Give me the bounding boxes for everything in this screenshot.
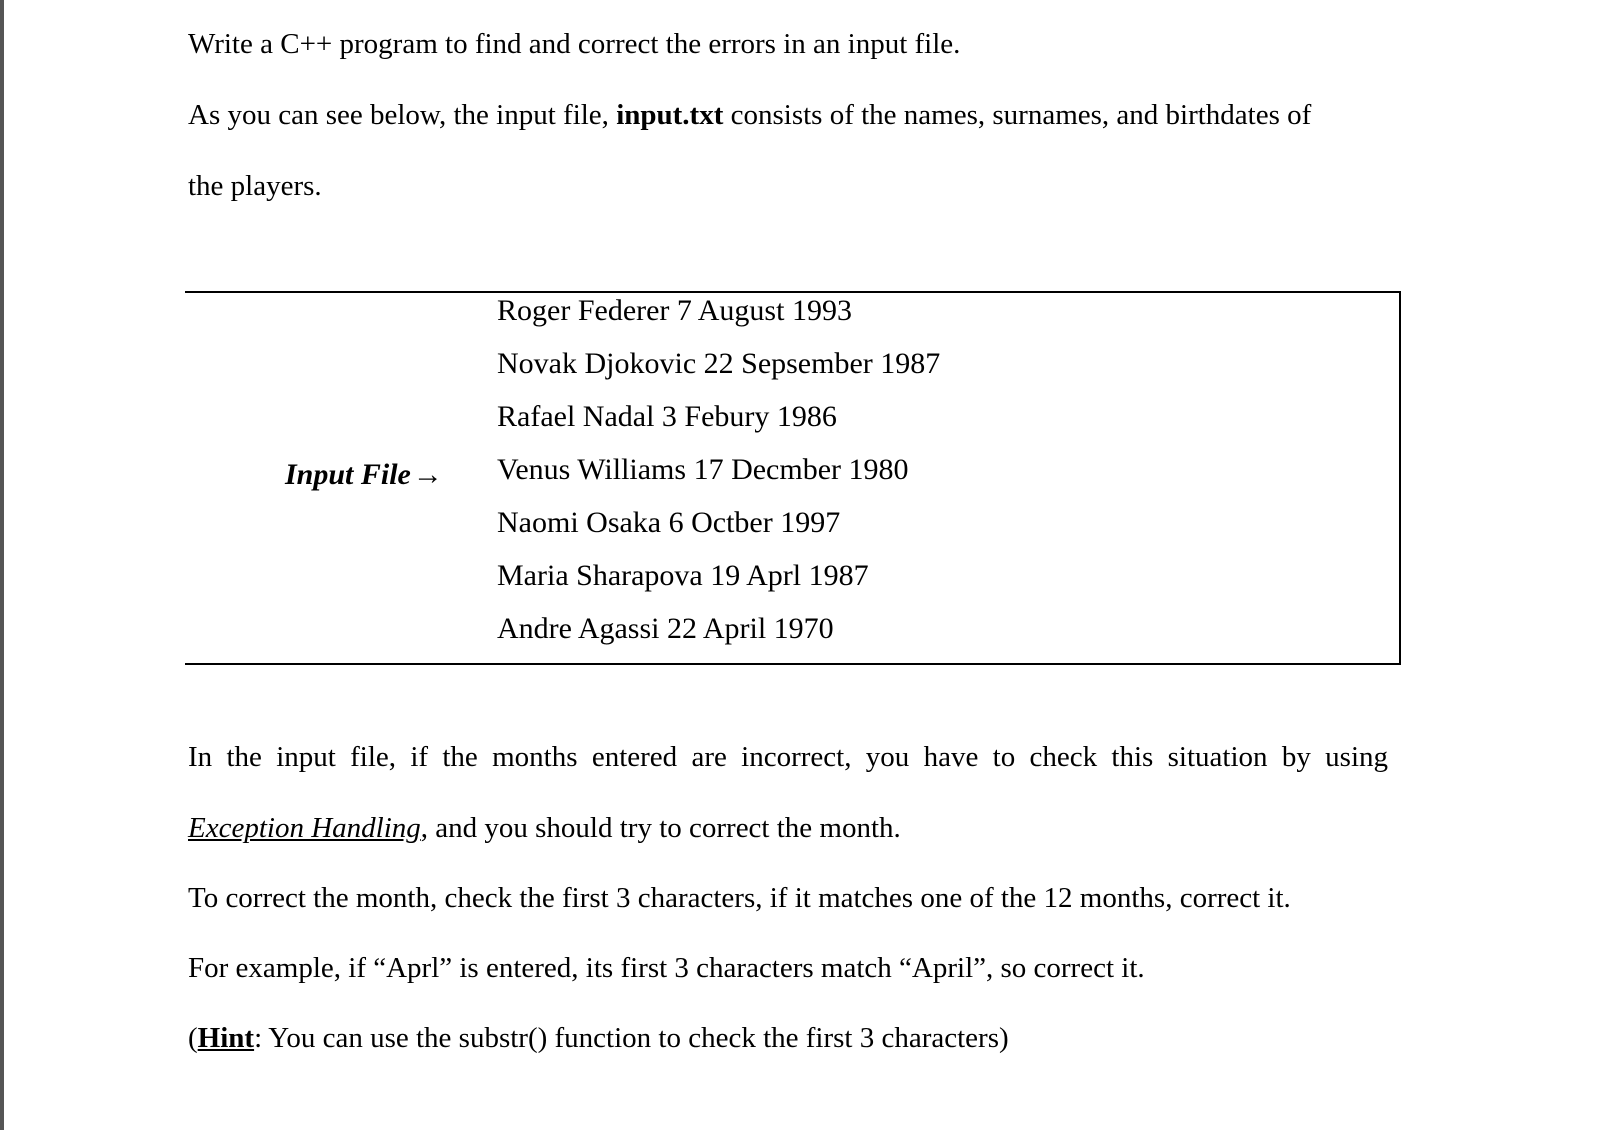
input-file-label <box>285 458 443 492</box>
hint-label: Hint <box>197 1022 255 1054</box>
input-entry: Andre Agassi 22 April 1970 <box>497 612 834 645</box>
intro-line-2 <box>188 97 1311 133</box>
intro-line-1: Write a C++ program to find and correct the errors in an input file. <box>188 28 961 60</box>
hint-line <box>188 1020 1009 1056</box>
exception-handling-term: Exception Handling <box>188 812 421 844</box>
instruction-line-2 <box>188 810 901 846</box>
intro-line-2-start: As you can see below, the input file, <box>188 99 617 131</box>
arrow-right-icon: → <box>412 458 443 491</box>
input-entry: Rafael Nadal 3 Febury 1986 <box>497 400 837 433</box>
input-entry: Roger Federer 7 August 1993 <box>497 294 852 327</box>
input-entry: Maria Sharapova 19 Aprl 1987 <box>497 559 869 592</box>
instruction-line-4: For example, if “Aprl” is entered, its first 3 characters match “April”, so correct it. <box>188 952 1145 984</box>
page-left-border <box>0 0 4 1130</box>
input-file-label-text: Input File <box>285 458 411 491</box>
instruction-line-1: In the input file, if the months entered are incorrect, you have to check this situation by using <box>188 741 1388 773</box>
input-entry: Venus Williams 17 Decmber 1980 <box>497 453 909 486</box>
intro-line-3: the players. <box>188 170 322 202</box>
hint-open-paren: ( <box>188 1022 198 1054</box>
hint-text: : You can use the substr() function to check the first 3 characters) <box>254 1022 1009 1054</box>
input-entry: Novak Djokovic 22 Sepsember 1987 <box>497 347 941 380</box>
instruction-line-3: To correct the month, check the first 3 characters, if it matches one of the 12 months, correct it. <box>188 882 1291 914</box>
intro-line-2-end: consists of the names, surnames, and birthdates of <box>723 99 1312 131</box>
input-filename: input.txt <box>616 99 724 131</box>
instruction-line-2-end: , and you should try to correct the month. <box>420 812 901 844</box>
input-entry: Naomi Osaka 6 Octber 1997 <box>497 506 841 539</box>
